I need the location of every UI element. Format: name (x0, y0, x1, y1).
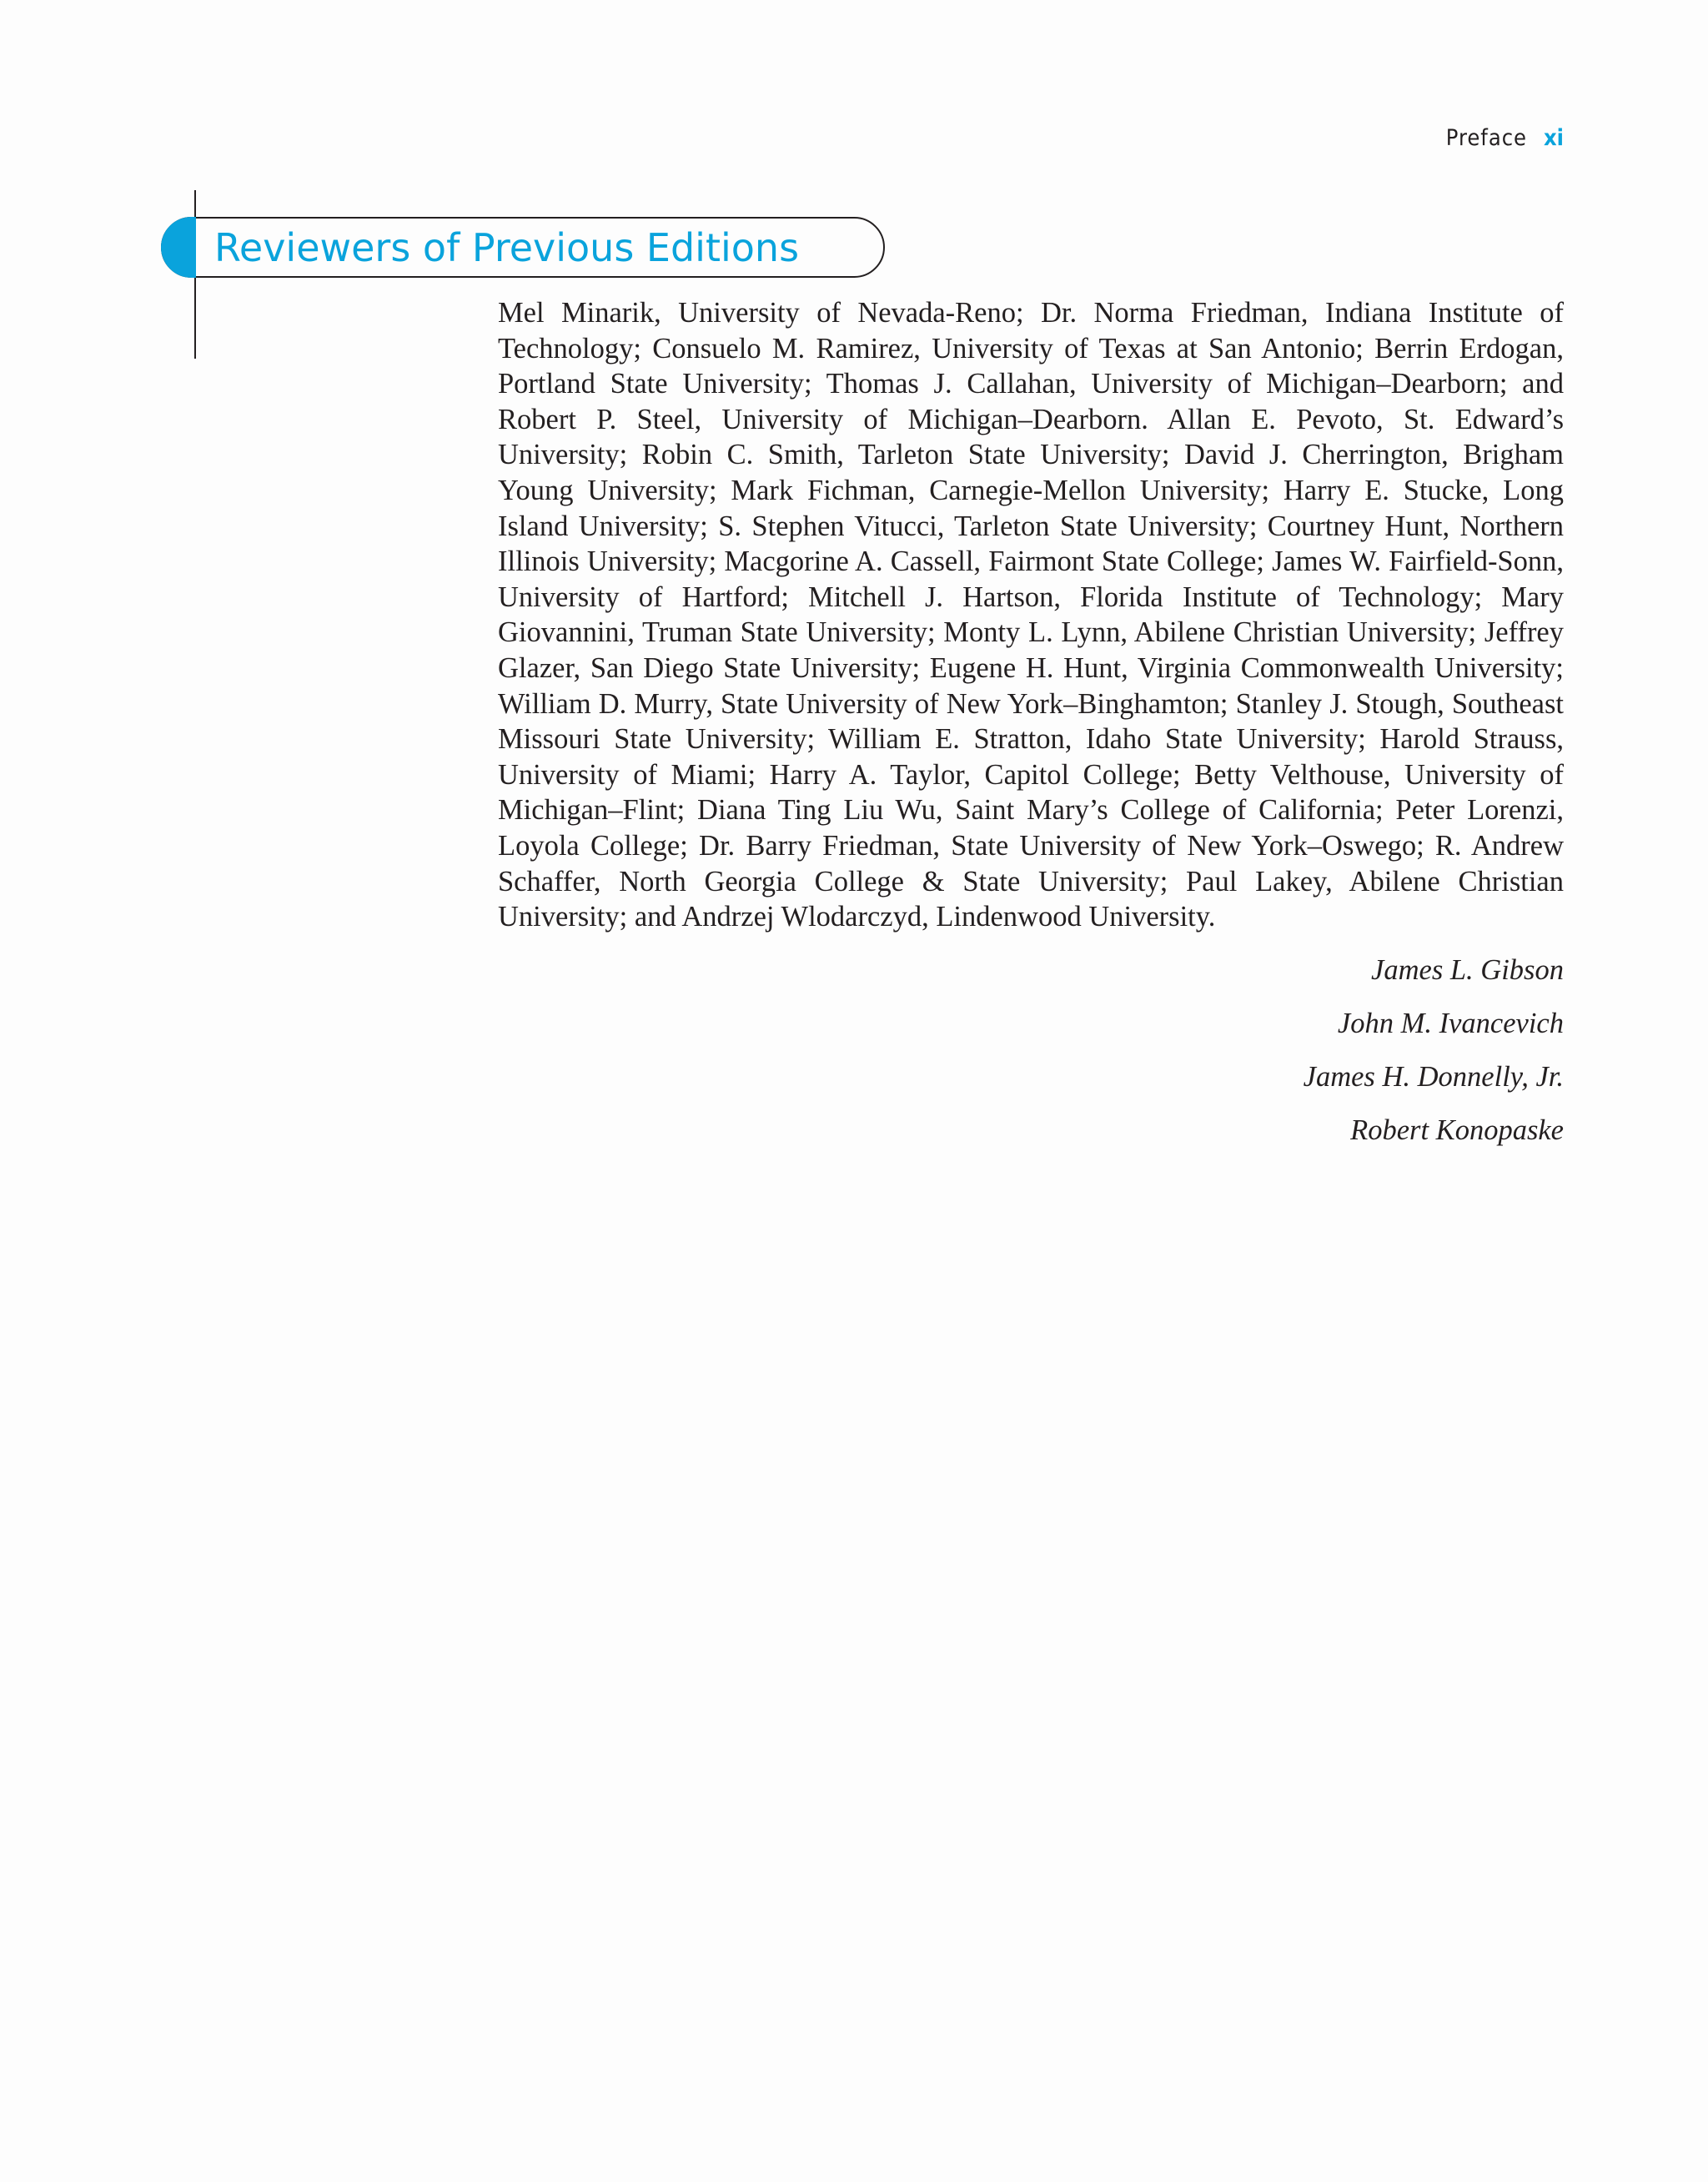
heading-accent-cap (161, 217, 196, 278)
author-signatures (1304, 953, 1564, 1166)
running-head-section: Preface (1445, 125, 1528, 151)
author-signature: James L. Gibson (1371, 954, 1564, 986)
section-heading: Reviewers of Previous Editions (214, 225, 800, 270)
page-number: xi (1544, 125, 1564, 151)
author-signature: James H. Donnelly, Jr. (1303, 1061, 1564, 1093)
reviewers-paragraph: Mel Minarik, University of Nevada-Reno; Dr. Norma Friedman, Indiana Institute of Technology; Consuelo M. Ramirez, University of Texas at San Antonio; Berrin Erdogan, Portland State University; Thomas J. Callahan, University of Michigan–Dearborn; and Robert P. Steel, University of Michigan–Dearborn. Allan E. Pevoto, St. Edward’s University; Robin C. Smith, Tarleton State University; David J. Cherrington, Brigham Young University; Mark Fichman, Carnegie-Mellon University; Harry E. Stucke, Long Island University; S. Stephen Vitucci, Tarleton State University; Courtney Hunt, Northern Illinois University; Macgorine A. Cassell, Fairmont State College; James W. Fairfield-Sonn, University of Hartford; Mitchell J. Hartson, Florida Institute of Technology; Mary Giovannini, Truman State University; Monty L. Lynn, Abilene Christian University; Jeffrey Glazer, San Diego State University; Eugene H. Hunt, Virginia Commonwealth University; William D. Murry, State University of New York–Binghamton; Stanley J. Stough, Southeast Missouri State University; William E. Stratton, Idaho State University; Harold Strauss, University of Miami; Harry A. Taylor, Capitol College; Betty Velthouse, University of Michigan–Flint; Diana Ting Liu Wu, Saint Mary’s College of California; Peter Lorenzi, Loyola College; Dr. Barry Friedman, State University of New York–Oswego; R. Andrew Schaffer, North Georgia College & State University; Paul Lakey, Abilene Christian University; and Andrzej Wlodarczyd, Lindenwood University. (498, 297, 1564, 933)
running-head (1446, 125, 1564, 151)
author-signature: Robert Konopaske (1350, 1114, 1564, 1146)
author-signature: John M. Ivancevich (1337, 1008, 1564, 1039)
